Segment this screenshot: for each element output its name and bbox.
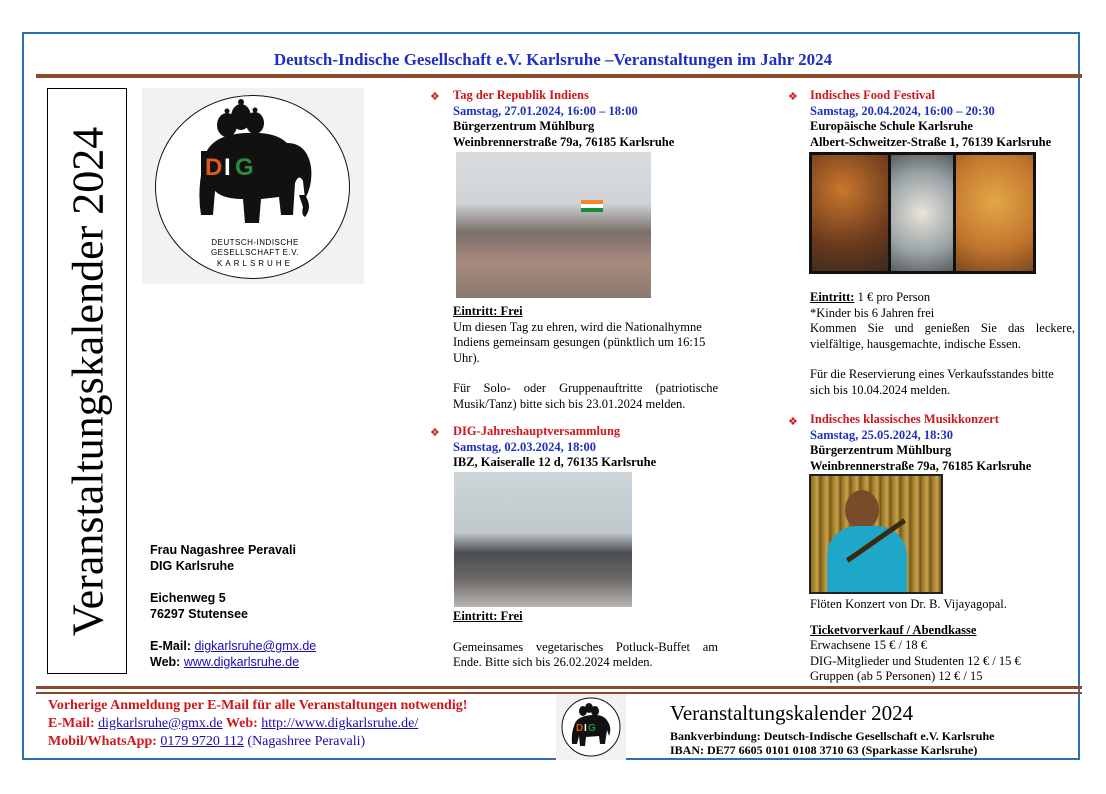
event-date: Samstag, 27.01.2024, 16:00 – 18:00 [453, 103, 638, 118]
footer-email-link[interactable]: digkarlsruhe@gmx.de [98, 716, 223, 731]
event-venue: Bürgerzentrum Mühlburg [810, 443, 952, 457]
page-title: Deutsch-Indische Gesellschaft e.V. Karlsruhe –Veranstaltungen im Jahr 2024 [273, 50, 833, 69]
event-agm [453, 424, 718, 471]
logo-text-line3: KARLSRUHE [217, 259, 293, 268]
footer-phone-name: (Nagashree Peravali) [247, 734, 366, 749]
diamond-bullet-icon: ❖ [430, 427, 440, 439]
contact-org: DIG Karlsruhe [150, 559, 235, 573]
elephant-logo-icon [556, 694, 626, 760]
event-text: Für die Reservierung eines Verkaufsstandes bitte sich bis 10.04.2024 melden. [810, 367, 1054, 397]
event-venue: Europäische Schule Karlsruhe [810, 119, 973, 133]
footer-bank-block [670, 701, 994, 757]
flute-concert-photo [809, 474, 943, 594]
svg-text:D: D [576, 723, 584, 734]
event-food-details [810, 290, 1075, 398]
footer-web-link[interactable]: http://www.digkarlsruhe.de/ [261, 716, 419, 731]
event-agm-details [453, 609, 718, 671]
ticket-price: Erwachsene 15 € / 18 € [810, 638, 927, 652]
vertical-title-text: Veranstaltungskalender 2024 [63, 126, 113, 636]
event-text: Gemeinsames vegetarisches Potluck-Buffet am Ende. Bitte sich bis 26.02.2024 melden. [453, 639, 718, 669]
bank-line: Bankverbindung: Deutsch-Indische Gesellschaft e.V. Karlsruhe [670, 729, 995, 743]
elephant-logo-icon [175, 95, 335, 275]
republic-day-photo [456, 152, 651, 298]
footer-phone-label: Mobil/WhatsApp: [48, 734, 157, 749]
footer-email-label: E-Mail: [48, 716, 95, 731]
event-republic [453, 88, 718, 150]
footer-contact [48, 697, 467, 751]
event-address: Weinbrennerstraße 79a, 76185 Karlsruhe [453, 134, 675, 149]
event-venue: Bürgerzentrum Mühlburg [453, 119, 595, 133]
entry-label: Eintritt: Frei [453, 304, 523, 318]
iban-line: IBAN: DE77 6605 0101 0108 3710 63 (Sparkasse Karlsruhe) [670, 743, 978, 757]
web-label: Web: [150, 655, 181, 669]
agm-photo [454, 472, 632, 607]
food-festival-photo [809, 152, 1036, 274]
registration-notice: Vorherige Anmeldung per E-Mail für alle Veranstaltungen notwendig! [48, 698, 468, 713]
event-text: Um diesen Tag zu ehren, wird die Nationalhymne Indiens gemeinsam gesungen (pünktlich um 16:15 Uhr). [453, 319, 706, 365]
event-address: Weinbrennerstraße 79a, 76185 Karlsruhe [810, 458, 1032, 473]
vertical-title [48, 88, 128, 674]
entry-label: Eintritt: Frei [453, 609, 523, 623]
event-concert-details [810, 597, 1075, 685]
footer-rule [36, 686, 1082, 689]
ticket-price: Gruppen (ab 5 Personen) 12 € / 15 [810, 669, 983, 683]
event-food [810, 88, 1075, 150]
event-text: Kommen Sie und genießen Sie das leckere, vielfältige, hausgemachte, indische Essen. [810, 321, 1075, 351]
contact-block [150, 542, 316, 670]
event-title: Indisches Food Festival [810, 88, 936, 102]
email-link[interactable]: digkarlsruhe@gmx.de [194, 639, 317, 653]
event-title: Indisches klassisches Musikkonzert [810, 412, 999, 426]
contact-street: Eichenweg 5 [150, 591, 226, 605]
contact-city: 76297 Stutensee [150, 607, 248, 621]
logo-text-line1: DEUTSCH-INDISCHE [211, 238, 299, 247]
event-republic-details [453, 304, 718, 412]
ticket-price: DIG-Mitglieder und Studenten 12 € / 15 € [810, 653, 1021, 668]
svg-text:I: I [224, 154, 231, 181]
event-concert [810, 412, 1075, 474]
contact-name: Frau Nagashree Peravali [150, 543, 296, 557]
footer-calendar-title: Veranstaltungskalender 2024 [670, 701, 914, 725]
event-date: Samstag, 20.04.2024, 16:00 – 20:30 [810, 103, 995, 118]
event-title: DIG-Jahreshauptversammlung [453, 424, 621, 438]
diamond-bullet-icon: ❖ [788, 91, 798, 103]
header-rule [36, 74, 1082, 78]
event-address: IBZ, Kaiseralle 12 d, 76135 Karlsruhe [453, 455, 657, 469]
diamond-bullet-icon: ❖ [430, 91, 440, 103]
footer-web-label: Web: [225, 716, 258, 731]
tickets-label: Ticketvorverkauf / Abendkasse [810, 622, 977, 637]
event-title: Tag der Republik Indiens [453, 88, 589, 102]
svg-text:D: D [205, 154, 223, 181]
footer-logo [556, 694, 626, 760]
concert-caption: Flöten Konzert von Dr. B. Vijayagopal. [810, 597, 1007, 611]
event-text: Für Solo- oder Gruppenauftritte (patriotische Musik/Tanz) bitte sich bis 23.01.2024 melden. [453, 381, 718, 411]
entry-label: Eintritt: [810, 290, 855, 304]
footer-phone-link[interactable]: 0179 9720 112 [160, 734, 244, 749]
logo-text-line2: GESELLSCHAFT E.V. [210, 248, 300, 257]
entry-value: 1 € pro Person [854, 290, 931, 304]
web-link[interactable]: www.digkarlsruhe.de [183, 655, 300, 669]
svg-text:G: G [588, 723, 596, 734]
svg-text:G: G [235, 154, 254, 181]
event-date: Samstag, 02.03.2024, 18:00 [453, 439, 597, 454]
diamond-bullet-icon: ❖ [788, 416, 798, 428]
svg-text:I: I [584, 723, 587, 734]
email-label: E-Mail: [150, 639, 191, 653]
event-address: Albert-Schweitzer-Straße 1, 76139 Karlsruhe [810, 134, 1052, 149]
event-date: Samstag, 25.05.2024, 18:30 [810, 427, 954, 442]
event-note: *Kinder bis 6 Jahren frei [810, 305, 935, 320]
